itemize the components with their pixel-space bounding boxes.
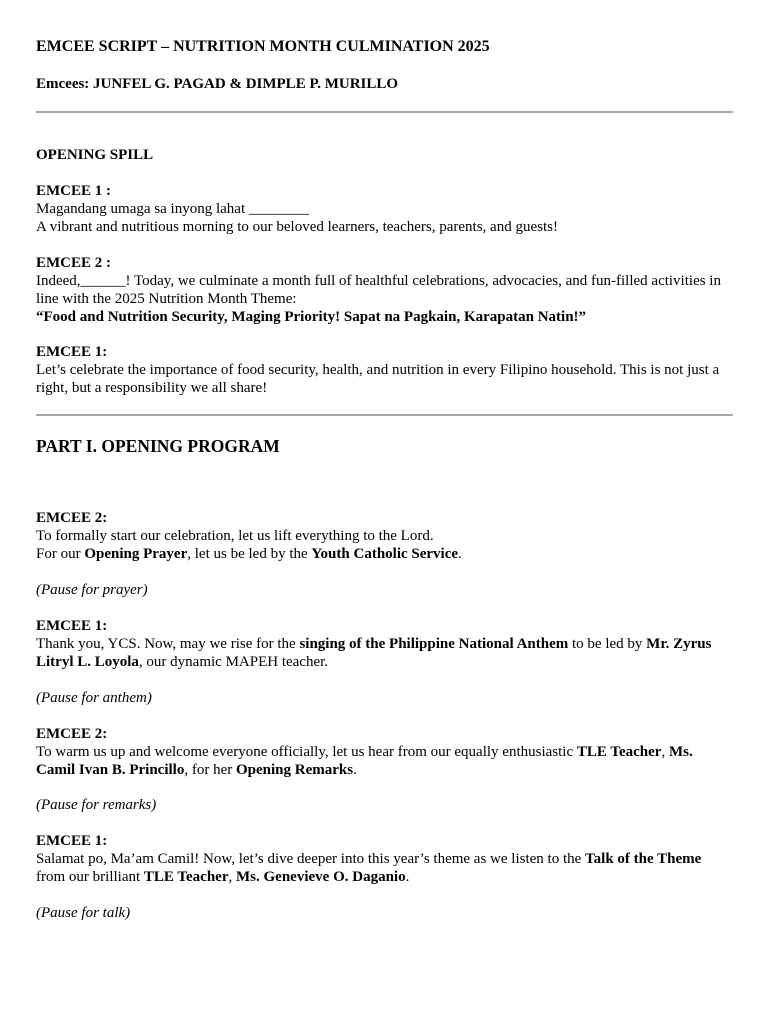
- theme-line: “Food and Nutrition Security, Maging Priority! Sapat na Pagkain, Karapatan Natin!”: [36, 309, 587, 325]
- script-line: To formally start our celebration, let us lift everything to the Lord.: [36, 528, 434, 544]
- script-block-anthem: [36, 617, 733, 671]
- pause-note-anthem: (Pause for anthem): [36, 690, 152, 706]
- script-line: from our brilliant TLE Teacher, Ms. Genevieve O. Daganio.: [36, 869, 410, 885]
- script-block-talk-of-theme: [36, 832, 733, 886]
- script-line: line with the 2025 Nutrition Month Theme:: [36, 291, 297, 307]
- script-line: Let’s celebrate the importance of food security, health, and nutrition in every Filipino household. This is not just a: [36, 362, 720, 378]
- pause-note-prayer: (Pause for prayer): [36, 582, 148, 598]
- script-line: Thank you, YCS. Now, may we rise for the singing of the Philippine National Anthem to be led by Mr. Zyrus: [36, 636, 712, 652]
- script-block-emcee2-theme: [36, 254, 733, 326]
- script-line: right, but a responsibility we all share!: [36, 380, 268, 396]
- script-block-opening-remarks: [36, 725, 733, 779]
- speaker-label: EMCEE 2:: [36, 510, 108, 526]
- speaker-label: EMCEE 2:: [36, 726, 108, 742]
- script-line: Litryl L. Loyola, our dynamic MAPEH teacher.: [36, 654, 329, 670]
- script-block-emcee1-greeting: [36, 182, 733, 236]
- document-title: EMCEE SCRIPT – NUTRITION MONTH CULMINATION 2025: [36, 38, 490, 55]
- script-block-opening-prayer: [36, 509, 733, 563]
- speaker-label: EMCEE 1 :: [36, 183, 111, 199]
- speaker-label: EMCEE 1:: [36, 833, 108, 849]
- script-line: A vibrant and nutritious morning to our beloved learners, teachers, parents, and guests!: [36, 219, 558, 235]
- speaker-label: EMCEE 2 :: [36, 255, 111, 271]
- opening-spill-heading: OPENING SPILL: [36, 147, 154, 163]
- speaker-label: EMCEE 1:: [36, 618, 108, 634]
- pause-note-remarks: (Pause for remarks): [36, 797, 157, 813]
- speaker-label: EMCEE 1:: [36, 344, 108, 360]
- script-line: Salamat po, Ma’am Camil! Now, let’s dive deeper into this year’s theme as we listen to the Talk of the Theme: [36, 851, 702, 867]
- script-line: Indeed,______! Today, we culminate a month full of healthful celebrations, advocacies, and fun-filled activities in: [36, 273, 721, 289]
- script-block-emcee1-celebrate: [36, 343, 733, 397]
- script-line: Magandang umaga sa inyong lahat ________: [36, 201, 309, 217]
- part1-heading: PART I. OPENING PROGRAM: [36, 436, 280, 456]
- script-line: To warm us up and welcome everyone officially, let us hear from our equally enthusiastic TLE Teacher, Ms.: [36, 744, 693, 760]
- script-line: For our Opening Prayer, let us be led by the Youth Catholic Service.: [36, 546, 462, 562]
- script-line: Camil Ivan B. Princillo, for her Opening Remarks.: [36, 762, 357, 778]
- emcees-line: Emcees: JUNFEL G. PAGAD & DIMPLE P. MURILLO: [36, 76, 399, 92]
- divider: [36, 414, 733, 416]
- divider: [36, 111, 733, 113]
- pause-note-talk: (Pause for talk): [36, 905, 131, 921]
